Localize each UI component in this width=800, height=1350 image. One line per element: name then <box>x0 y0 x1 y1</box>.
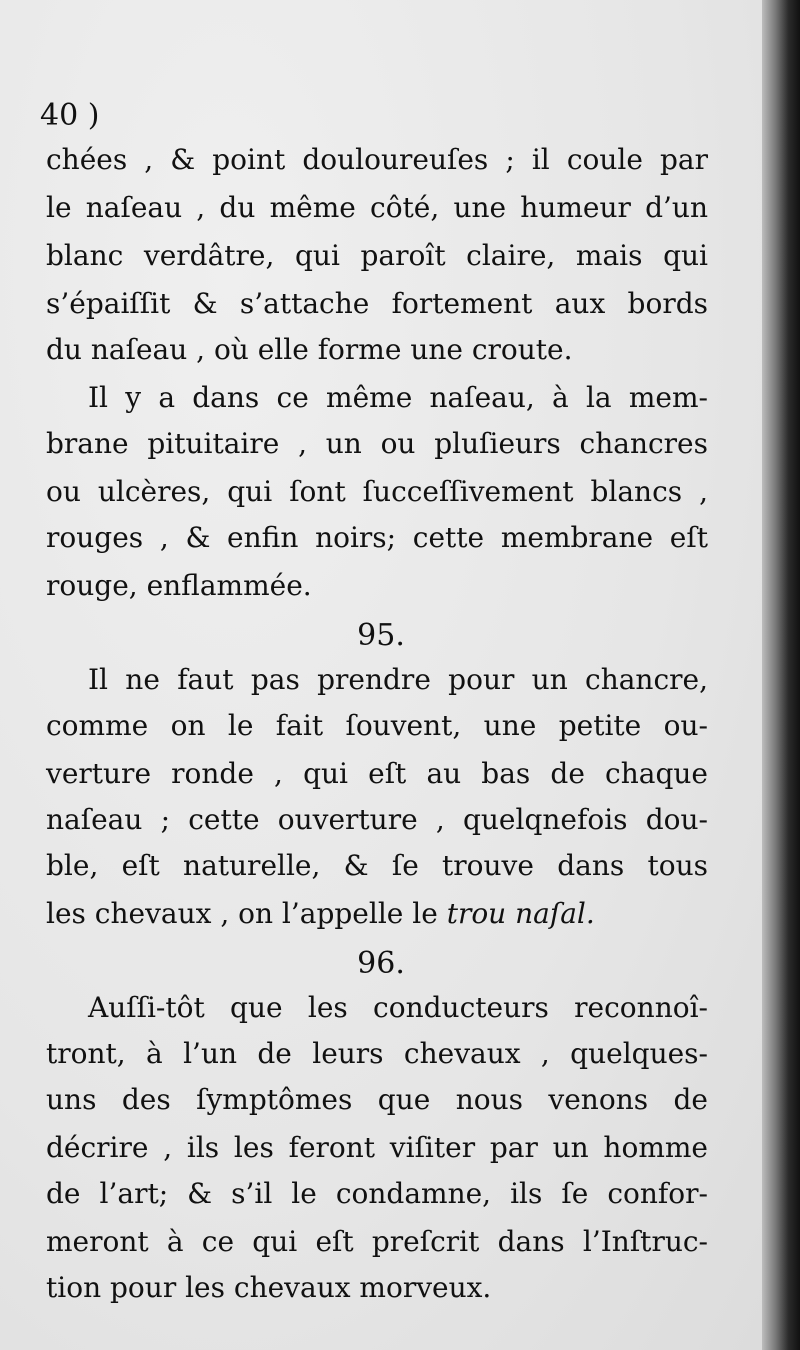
text-line: s’épaiſſit & s’attache fortement aux bords <box>46 287 708 320</box>
text-line: rouges , & enfin noirs; cette membrane eſt <box>46 521 708 554</box>
text-line: ble, eſt naturelle, & ſe trouve dans tous <box>46 849 708 882</box>
text-segment: les chevaux , on l’appelle le <box>46 897 447 930</box>
text-line: uns des ſymptômes que nous venons de <box>46 1083 708 1116</box>
text-line: verture ronde , qui eſt au bas de chaque <box>46 757 708 790</box>
text-line: blanc verdâtre, qui paroît claire, mais qui <box>46 239 708 272</box>
page-edge-shadow <box>762 0 800 1350</box>
text-line: naſeau ; cette ouverture , quelqnefois dou- <box>46 803 708 836</box>
italic-term: trou naſal. <box>446 897 595 930</box>
text-line: Il y a dans ce même naſeau, à la mem- <box>88 381 708 414</box>
text-line: meront à ce qui eſt preſcrit dans l’Inſtruc- <box>46 1225 708 1258</box>
text-line: comme on le fait ſouvent, une petite ou- <box>46 709 708 742</box>
text-line: chées , & point douloureuſes ; il coule par <box>46 143 708 176</box>
text-line: tront, à l’un de leurs chevaux , quelques- <box>46 1037 708 1070</box>
text-line: du naſeau , où elle forme une croute. <box>46 333 573 366</box>
text-line <box>46 894 708 934</box>
text-line: le naſeau , du même côté, une humeur d’un <box>46 191 708 224</box>
text-line: Il ne faut pas prendre pour un chancre, <box>88 663 708 696</box>
text-line: Auſſi-tôt que les conducteurs reconnoî- <box>88 991 708 1024</box>
text-line: ou ulcères, qui ſont ſucceſſivement blancs , <box>46 475 708 508</box>
text-line: de l’art; & s’il le condamne, ils ſe confor- <box>46 1177 708 1210</box>
section-number: 95. <box>357 618 405 653</box>
text-line: tion pour les chevaux morveux. <box>46 1271 492 1304</box>
text-line: décrire , ils les feront viſiter par un homme <box>46 1131 708 1164</box>
text-line: brane pituitaire , un ou pluſieurs chancres <box>46 427 708 460</box>
section-number: 96. <box>357 946 405 981</box>
text-line: rouge, enflammée. <box>46 569 312 602</box>
page-number: 40 ) <box>40 98 100 133</box>
